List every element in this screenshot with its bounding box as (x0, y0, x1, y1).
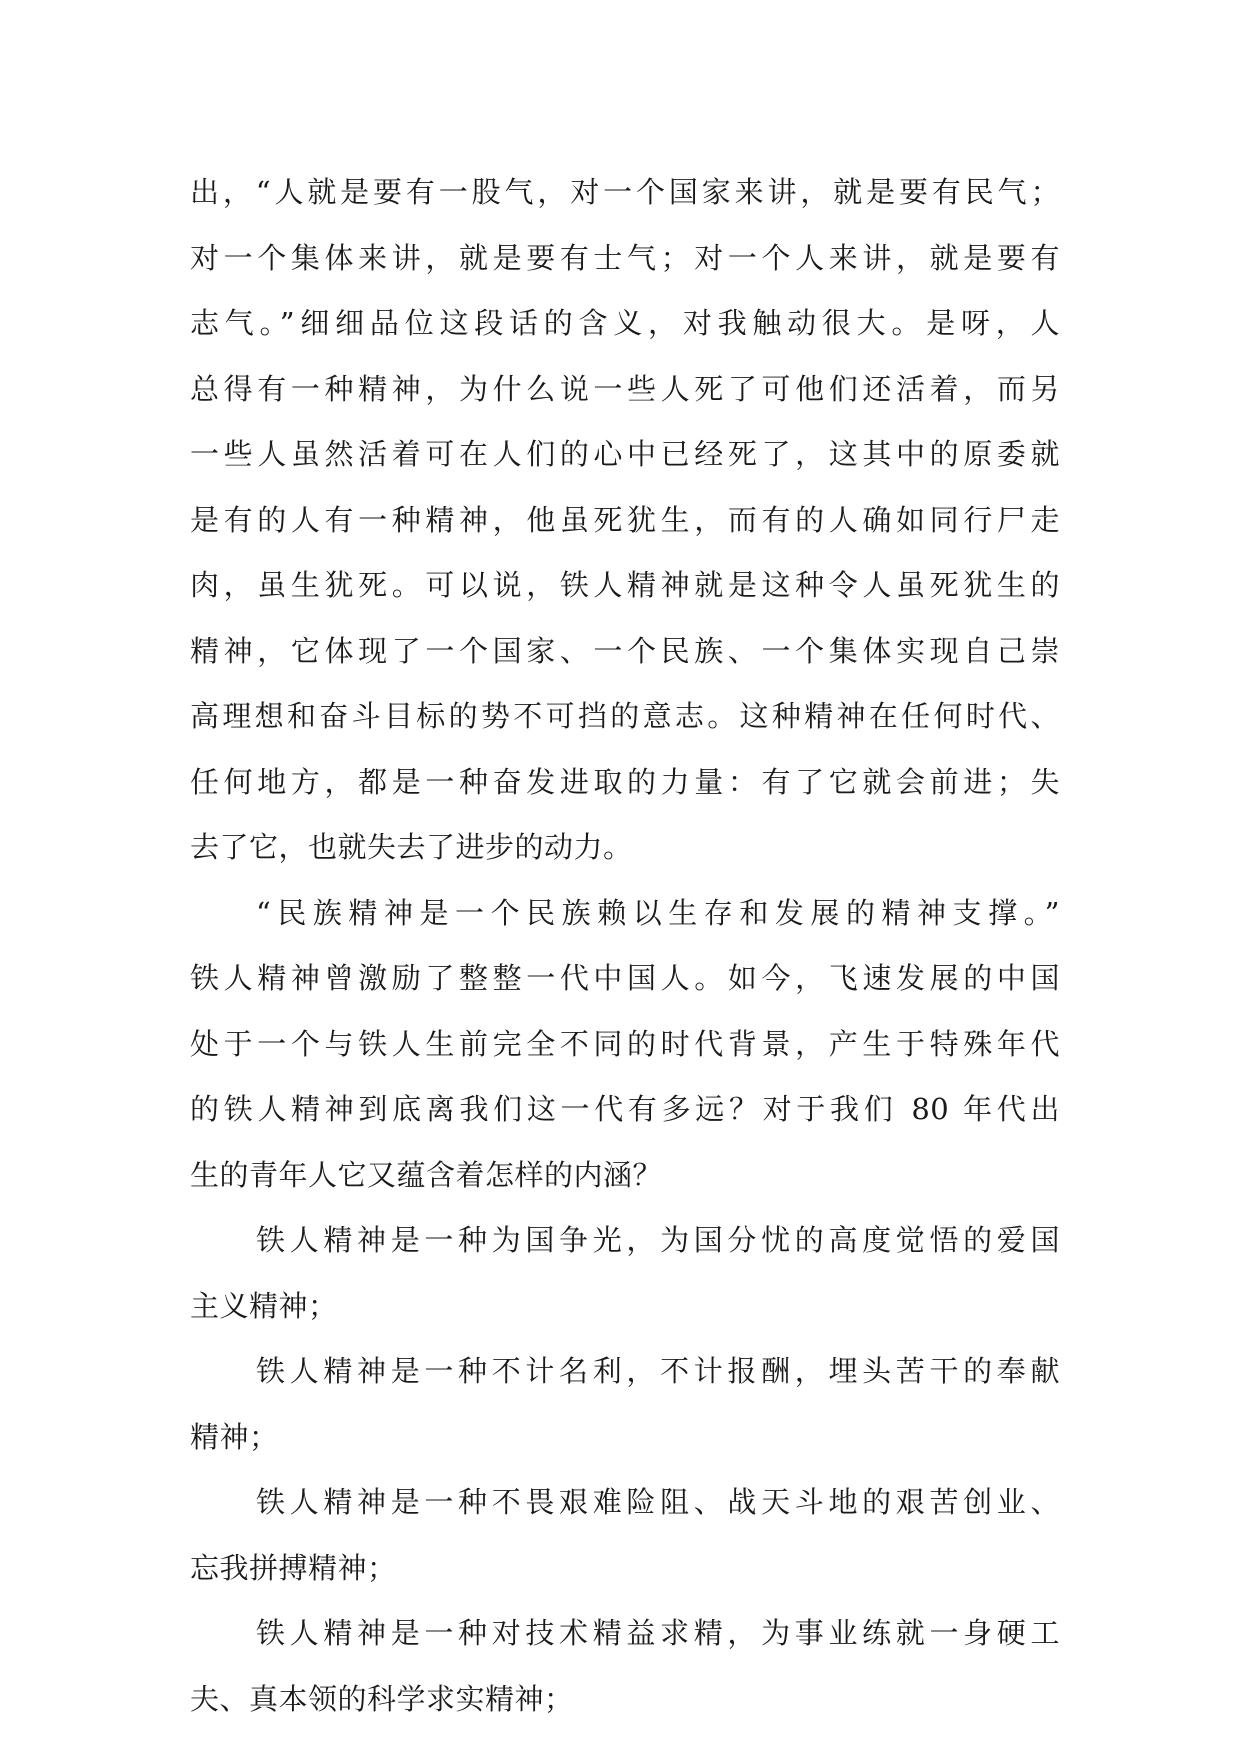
paragraph-line: 去了它，也就失去了进步的动力。 (190, 830, 633, 864)
paragraph-line: 总得有一种精神，为什么说一些人死了可他们还活着，而另 (190, 371, 1060, 406)
paragraph-4 (190, 1339, 1060, 1470)
paragraph-line: 精神； (190, 1419, 279, 1454)
paragraph-3 (190, 1208, 1060, 1339)
paragraph-2 (190, 881, 1060, 1209)
paragraph-line: 生的青年人它又蕴含着怎样的内涵？ (190, 1157, 663, 1192)
paragraph-line: 主义精神； (190, 1288, 338, 1323)
paragraph-5 (190, 1470, 1060, 1601)
paragraph-line: 的铁人精神到底离我们这一代有多远？对于我们 80 年代出 (190, 1092, 1060, 1126)
document-body (190, 160, 1060, 1732)
paragraph-line: 是有的人有一种精神，他虽死犹生，而有的人确如同行尸走 (190, 502, 1060, 537)
paragraph-line: “民族精神是一个民族赖以生存和发展的精神支撑。” (256, 895, 1060, 930)
paragraph-6 (190, 1601, 1060, 1732)
paragraph-line: 出，“人就是要有一股气，对一个国家来讲，就是要有民气； (190, 175, 1060, 209)
paragraph-line: 高理想和奋斗目标的势不可挡的意志。这种精神在任何时代、 (190, 699, 1060, 733)
paragraph-line: 肉，虽生犹死。可以说，铁人精神就是这种令人虽死犹生的 (190, 568, 1060, 602)
paragraph-line: 处于一个与铁人生前完全不同的时代背景，产生于特殊年代 (190, 1026, 1060, 1061)
paragraph-line: 铁人精神是一种为国争光，为国分忧的高度觉悟的爱国 (256, 1223, 1060, 1257)
paragraph-line: 铁人精神是一种不畏艰难险阻、战天斗地的艰苦创业、 (256, 1485, 1060, 1519)
paragraph-line: 铁人精神是一种对技术精益求精，为事业练就一身硬工 (256, 1616, 1060, 1650)
paragraph-line: 对一个集体来讲，就是要有士气；对一个人来讲，就是要有 (190, 240, 1060, 275)
paragraph-line: 夫、真本领的科学求实精神； (190, 1681, 574, 1716)
paragraph-line: 精神，它体现了一个国家、一个民族、一个集体实现自己崇 (190, 633, 1060, 668)
paragraph-line: 忘我拼搏精神； (190, 1550, 397, 1585)
paragraph-line: 铁人精神是一种不计名利，不计报酬，埋头苦干的奉献 (256, 1354, 1060, 1388)
paragraph-line: 任何地方，都是一种奋发进取的力量：有了它就会前进；失 (190, 764, 1060, 799)
paragraph-line: 志气。”细细品位这段话的含义，对我触动很大。是呀，人 (190, 306, 1060, 340)
paragraph-line: 铁人精神曾激励了整整一代中国人。如今，飞速发展的中国 (190, 961, 1060, 995)
paragraph-line: 一些人虽然活着可在人们的心中已经死了，这其中的原委就 (190, 437, 1060, 471)
paragraph-1 (190, 160, 1060, 881)
